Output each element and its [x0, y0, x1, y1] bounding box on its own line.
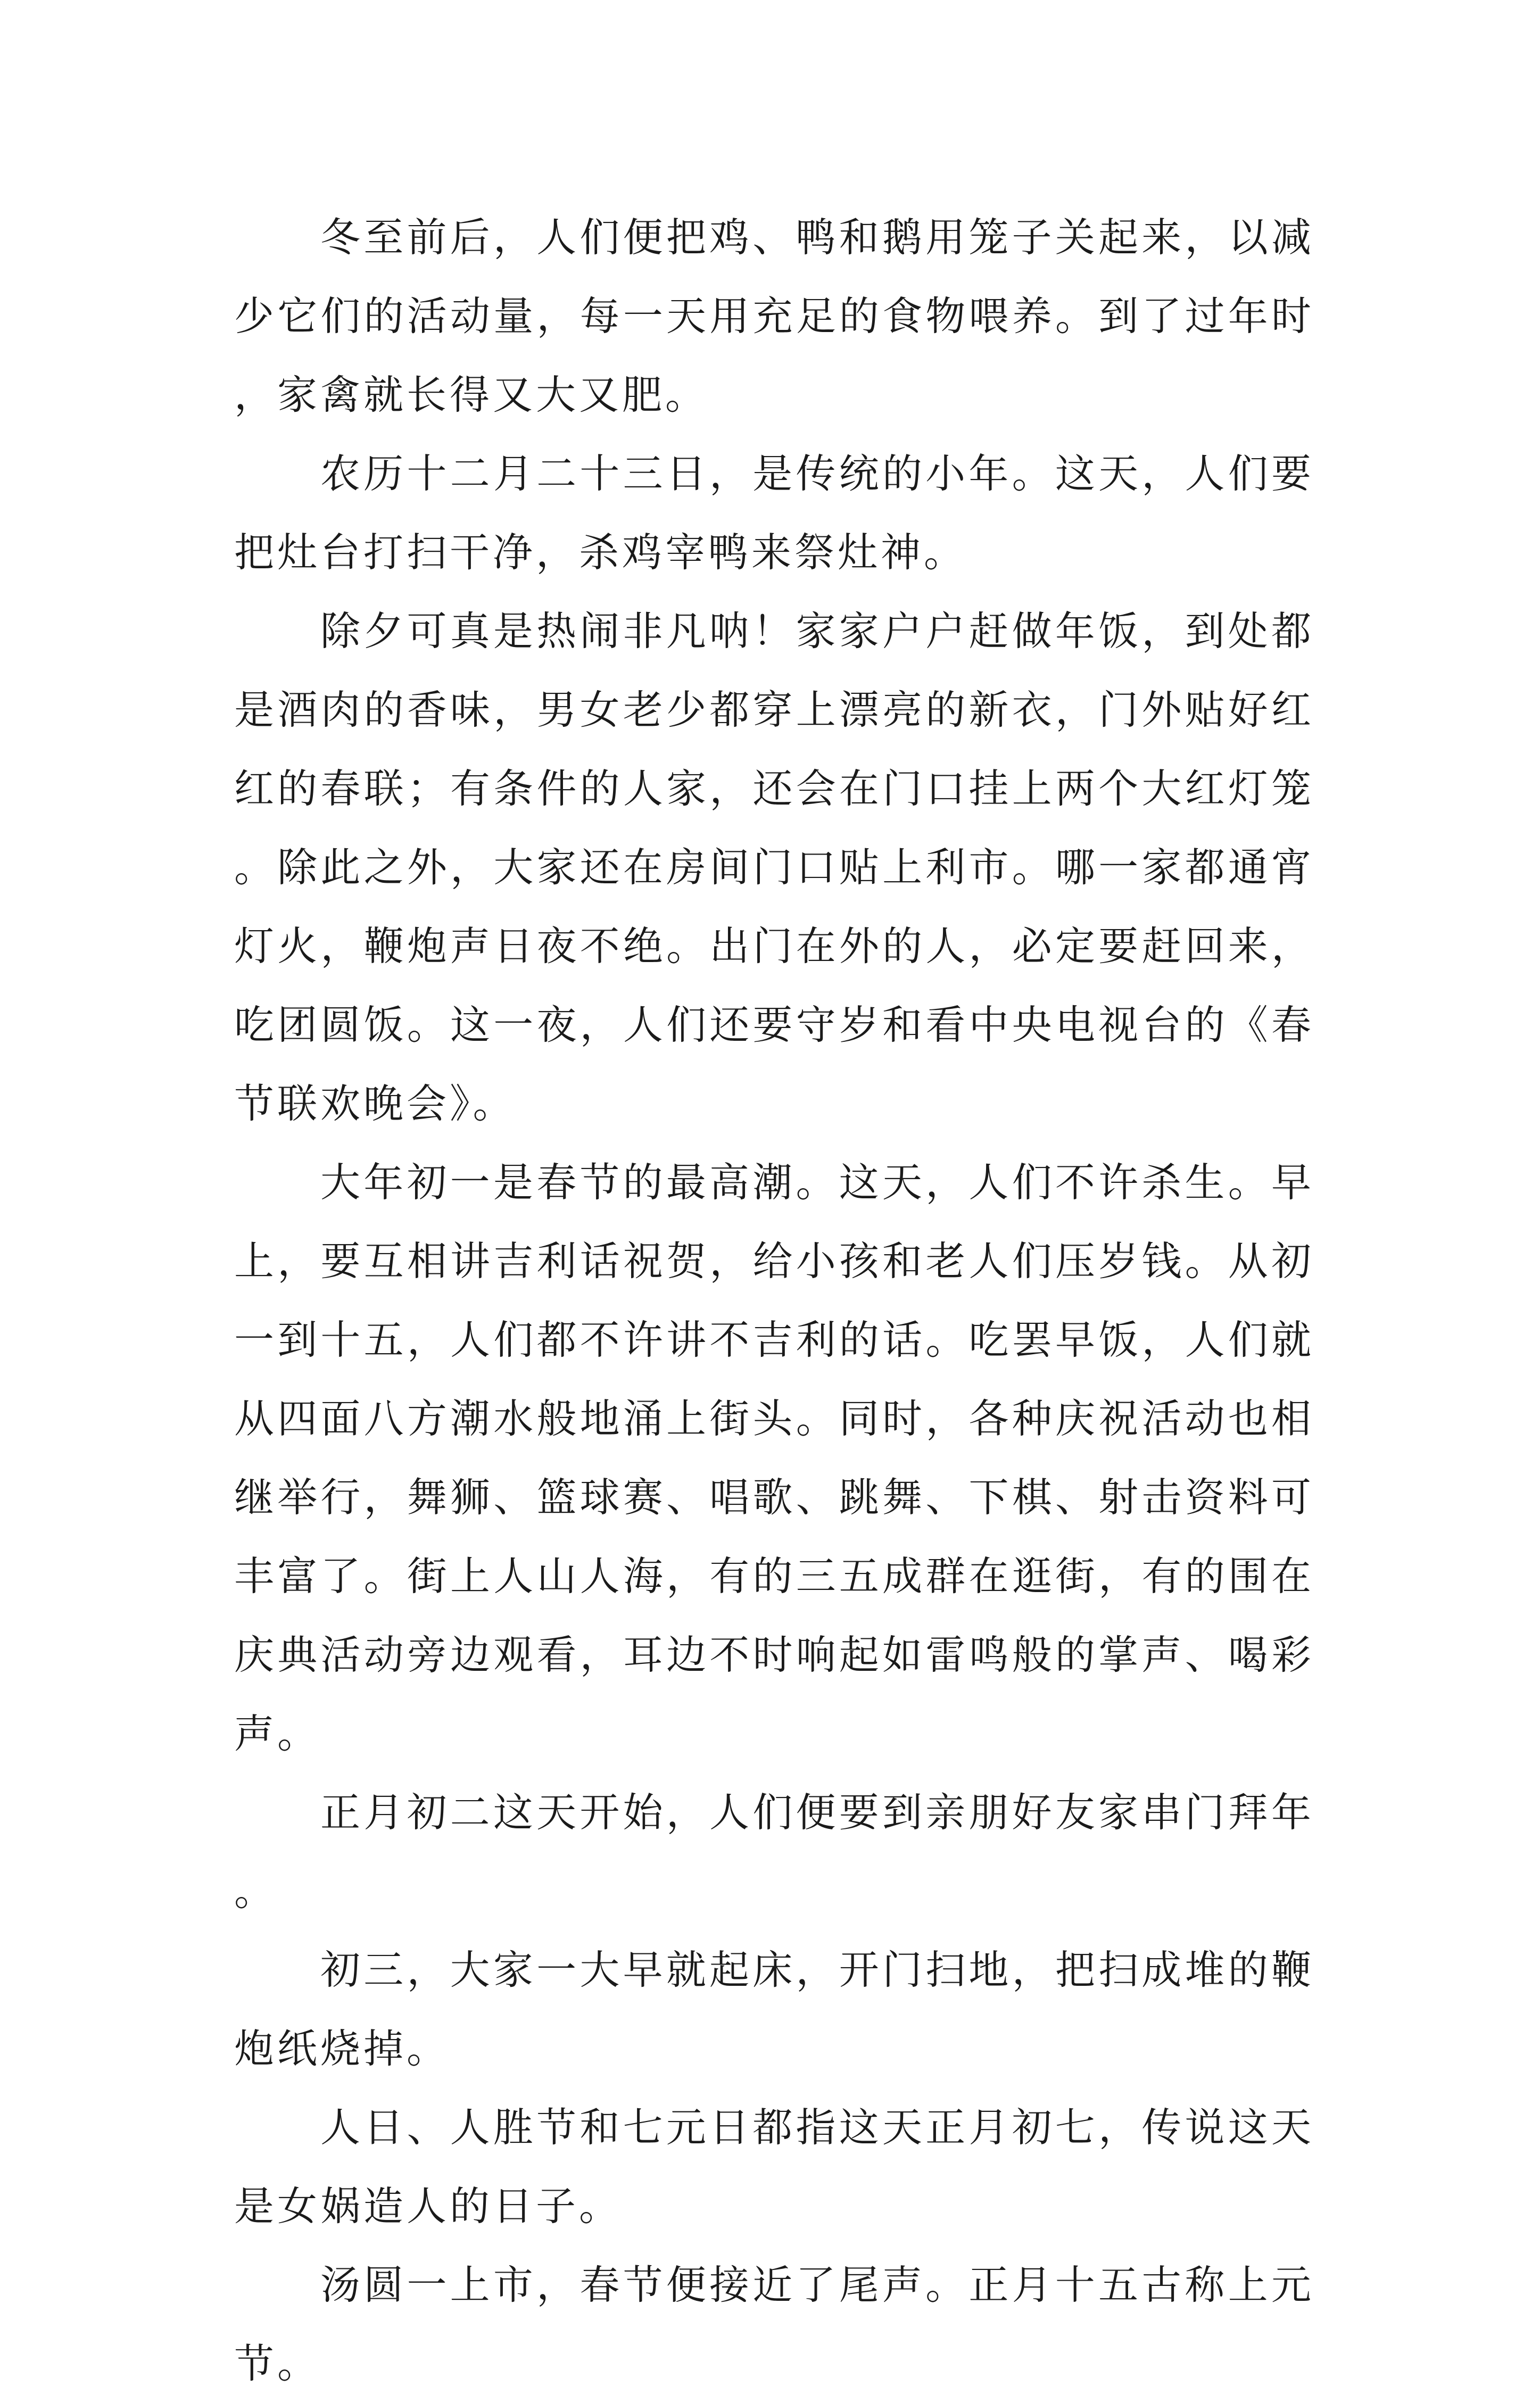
- paragraph-winter-solstice: 冬至前后，人们便把鸡、鸭和鹅用笼子关起来，以减少它们的活动量，每一天用充足的食物喂养。到了过年时，家禽就长得又大又肥。: [234, 214, 1314, 418]
- paragraph-second-day: 正月初二这天开始，人们便要到亲朋好友家串门拜年。: [234, 1789, 1314, 1915]
- paragraph-little-new-year: 农历十二月二十三日，是传统的小年。这天，人们要把灶台打扫干净，杀鸡宰鸭来祭灶神。: [234, 450, 1314, 576]
- paragraph-lantern-festival: 汤圆一上市，春节便接近了尾声。正月十五古称上元节。: [234, 2261, 1314, 2387]
- paragraph-third-day: 初三，大家一大早就起床，开门扫地，把扫成堆的鞭炮纸烧掉。: [234, 1946, 1314, 2072]
- paragraph-first-day: 大年初一是春节的最高潮。这天，人们不许杀生。早上，要互相讲吉利话祝贺，给小孩和老人们压岁钱。从初一到十五，人们都不许讲不吉利的话。吃罢早饭，人们就从四面八方潮水般地涌上街头。同时，各种庆祝活动也相继举行，舞狮、篮球赛、唱歌、跳舞、下棋、射击资料可丰富了。街上人山人海，有的三五成群在逛街，有的围在庆典活动旁边观看，耳边不时响起如雷鸣般的掌声、喝彩声。: [234, 1159, 1314, 1757]
- paragraph-seventh-day: 人日、人胜节和七元日都指这天正月初七，传说这天是女娲造人的日子。: [234, 2104, 1314, 2230]
- document-body: [234, 198, 1314, 2403]
- paragraph-new-years-eve: 除夕可真是热闹非凡呐！家家户户赶做年饭，到处都是酒肉的香味，男女老少都穿上漂亮的新衣，门外贴好红红的春联；有条件的人家，还会在门口挂上两个大红灯笼。除此之外，大家还在房间门口贴上利市。哪一家都通宵灯火，鞭炮声日夜不绝。出门在外的人，必定要赶回来，吃团圆饭。这一夜，人们还要守岁和看中央电视台的《春节联欢晚会》。: [234, 608, 1314, 1127]
